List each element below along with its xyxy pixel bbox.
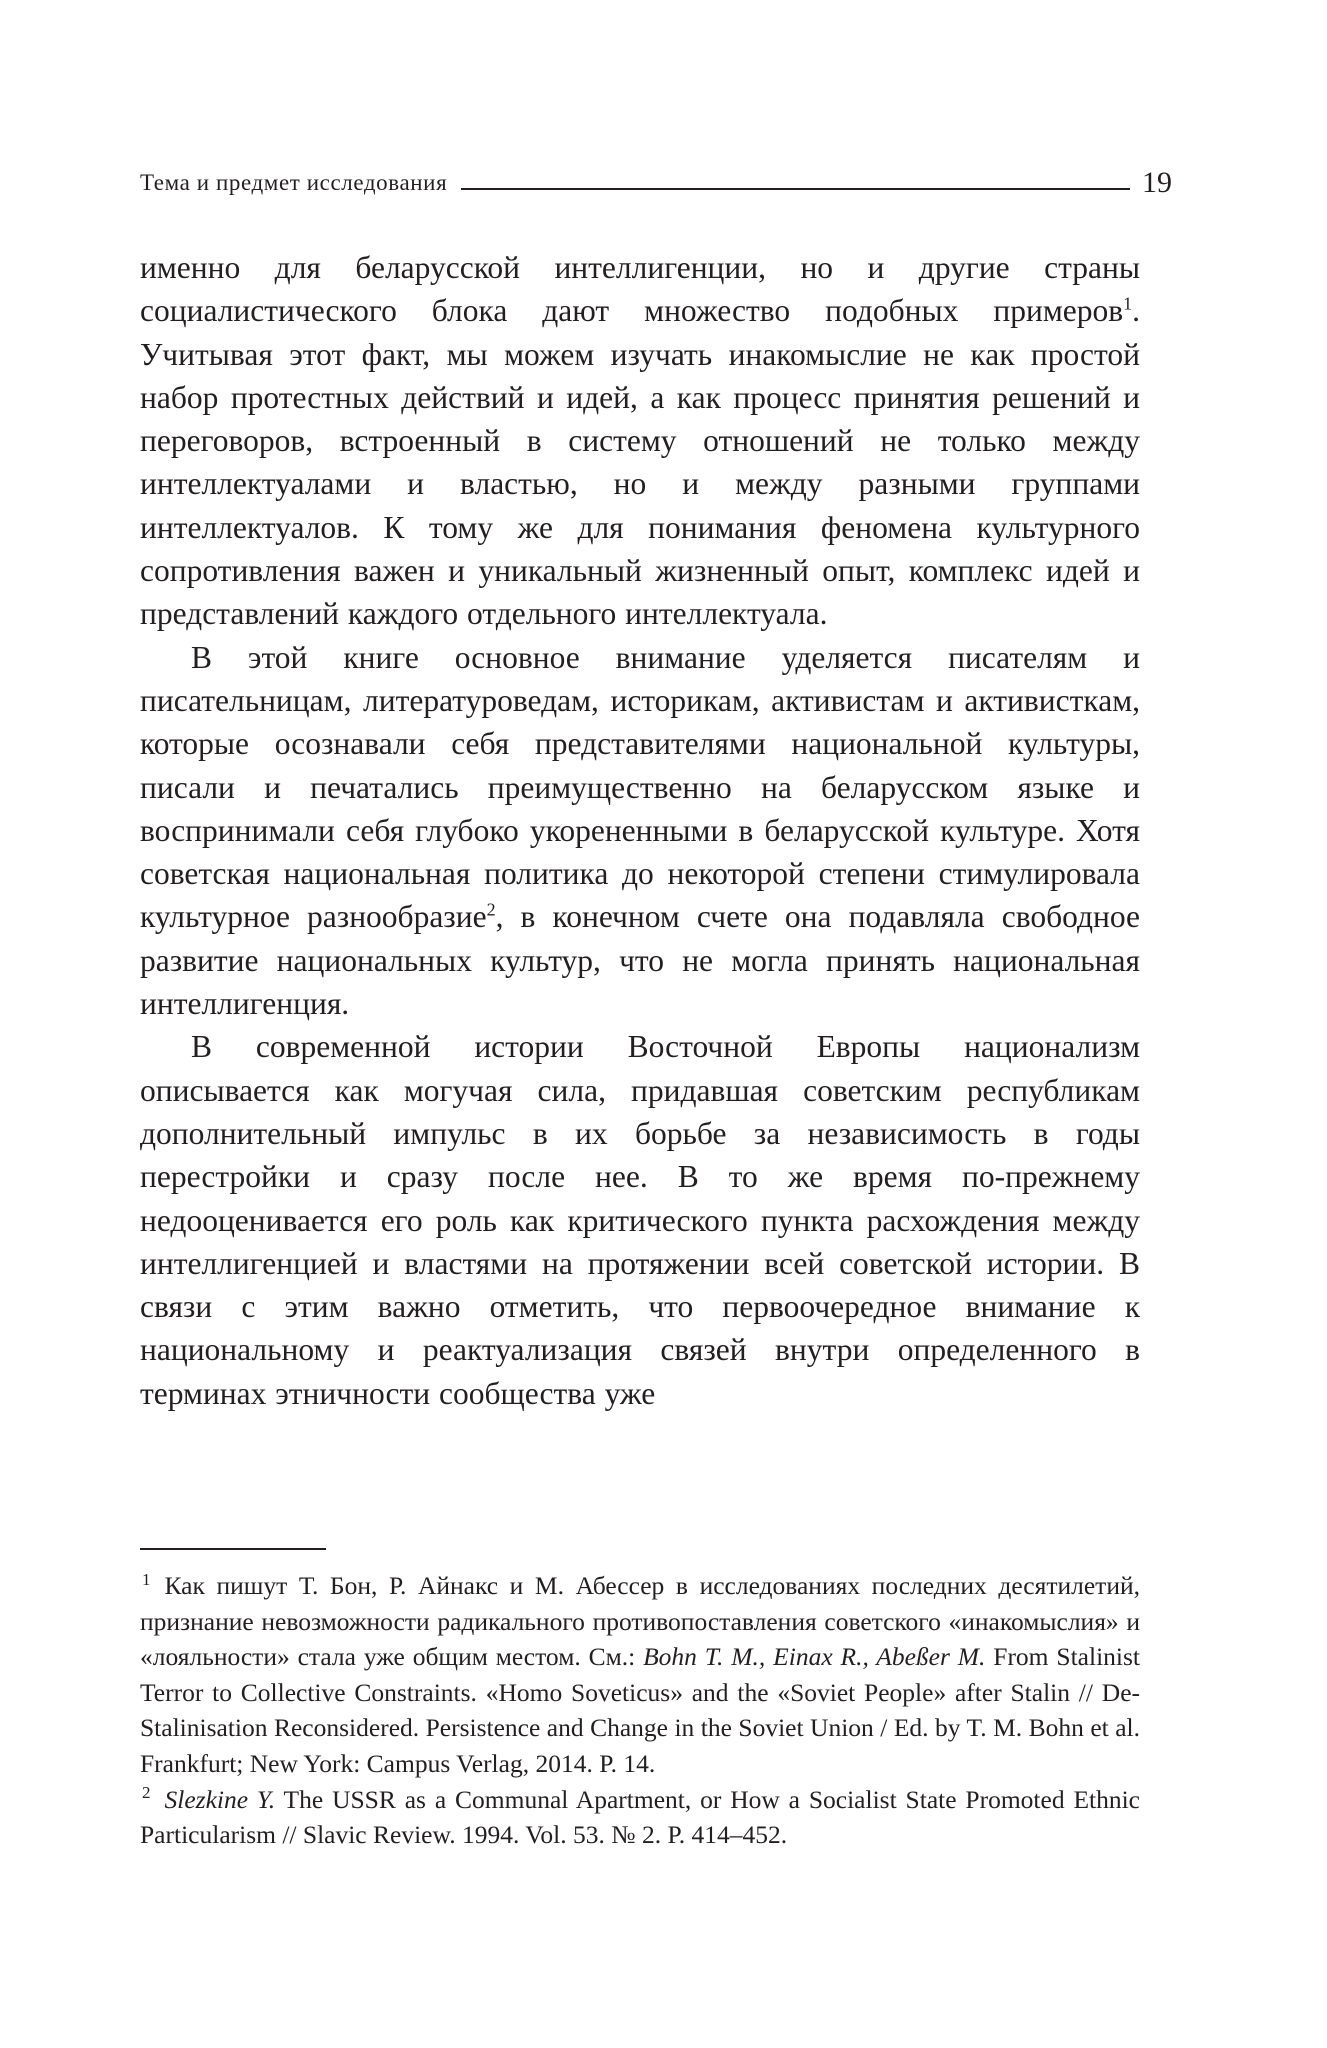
footnote-1: 1 Как пишут Т. Бон, Р. Айнакс и М. Абессер в исследованиях последних десятилетий, признание невозможности радикального противопоставления советского «инакомыслия» и «лояльности» стала уже общим местом. См.: Bohn T. M., Einax R., Abeßer M. From Stalinist Terror to Collective Constraints. «Homo Soveticus» and the «Soviet People» after Stalin // De-Stalinisation Reconsidered. Persistence and Change in the Soviet Union / Ed. by T. M. Bohn et al. Frankfurt; New York: Campus Verlag, 2014. P. 14. [140, 1569, 1140, 1778]
paragraph-1 [140, 246, 1140, 636]
page-number: 19 [1142, 166, 1172, 199]
footnote-ref-1: 1 [1123, 293, 1133, 314]
paragraph-2-text-b: , в конечном счете она подавляла свободное развитие национальных культур, что не могла принять национальная интеллигенция. [140, 899, 1140, 1022]
footnote-separator [140, 1548, 326, 1550]
footnotes [140, 1568, 1140, 1853]
footnote-ref-2: 2 [486, 899, 496, 920]
paragraph-2 [140, 636, 1140, 1026]
footnote-2-authors: Slezkine Y. [164, 1784, 276, 1814]
footnote-1-text-b: From Stalinist Terror to Collective Constraints. «Homo Soveticus» and the «Soviet People» after Stalin // De-Stalinisation Reconsidered. Persistence and Change in the Soviet Union / Ed. by T. M. Bohn et al. Frankfurt; New York: Campus Verlag, 2014. P. 14. [140, 1642, 1140, 1778]
body-text [140, 246, 1140, 1415]
paragraph-2-text-a: В этой книге основное внимание уделяется писателям и писательницам, литературоведам, историкам, активистам и активисткам, которые осознавали себя представителями национальной культуры, писали и печатались преимущественно на беларусском языке и воспринимали себя глубоко укорененными в беларусской культуре. Хотя советская национальная политика до некоторой степени стимулировала культурное разнообразие [140, 639, 1140, 935]
running-title: Тема и предмет исследования [140, 170, 448, 195]
running-header [140, 158, 1172, 198]
footnote-2: 2 Slezkine Y. The USSR as a Communal Apartment, or How a Socialist State Promoted Ethnic Particularism // Slavic Review. 1994. Vol. 53. № 2. P. 414–452. [140, 1783, 1141, 1850]
paragraph-1-text-a: именно для беларусской интеллигенции, но и другие страны социалистического блока дают множество подобных примеров [140, 250, 1140, 329]
footnote-1-text-a: Как пишут Т. Бон, Р. Айнакс и М. Абессер в исследованиях последних десятилетий, признание невозможности радикального противопоставления советского «инакомыслия» и «лояльности» стала уже общим местом. См.: [140, 1571, 1140, 1672]
paragraph-1-text-b: . Учитывая этот факт, мы можем изучать инакомыслие не как простой набор протестных действий и идей, а как процесс принятия решений и переговоров, встроенный в систему отношений не только между интеллектуалами и властью, но и между разными группами интеллектуалов. К тому же для понимания феномена культурного сопротивления важен и уникальный жизненный опыт, комплекс идей и представлений каждого отдельного интеллектуала. [140, 293, 1140, 632]
footnote-1-authors: Bohn T. M., Einax R., Abeßer M. [643, 1642, 986, 1672]
footnote-2-text-b: The USSR as a Communal Apartment, or How a Socialist State Promoted Ethnic Particularism // Slavic Review. 1994. Vol. 53. № 2. P. 414–452. [140, 1784, 1141, 1850]
header-rule [461, 188, 1130, 190]
paragraph-3: В современной истории Восточной Европы национализм описывается как могучая сила, придавшая советским республикам дополнительный импульс в их борьбе за независимость в годы перестройки и сразу после нее. В то же время по-прежнему недооценивается его роль как критического пункта расхождения между интеллигенцией и властями на протяжении всей советской истории. В связи с этим важно отметить, что первоочередное внимание к национальному и реактуализация связей внутри определенного в терминах этничности сообщества уже [140, 1029, 1140, 1411]
